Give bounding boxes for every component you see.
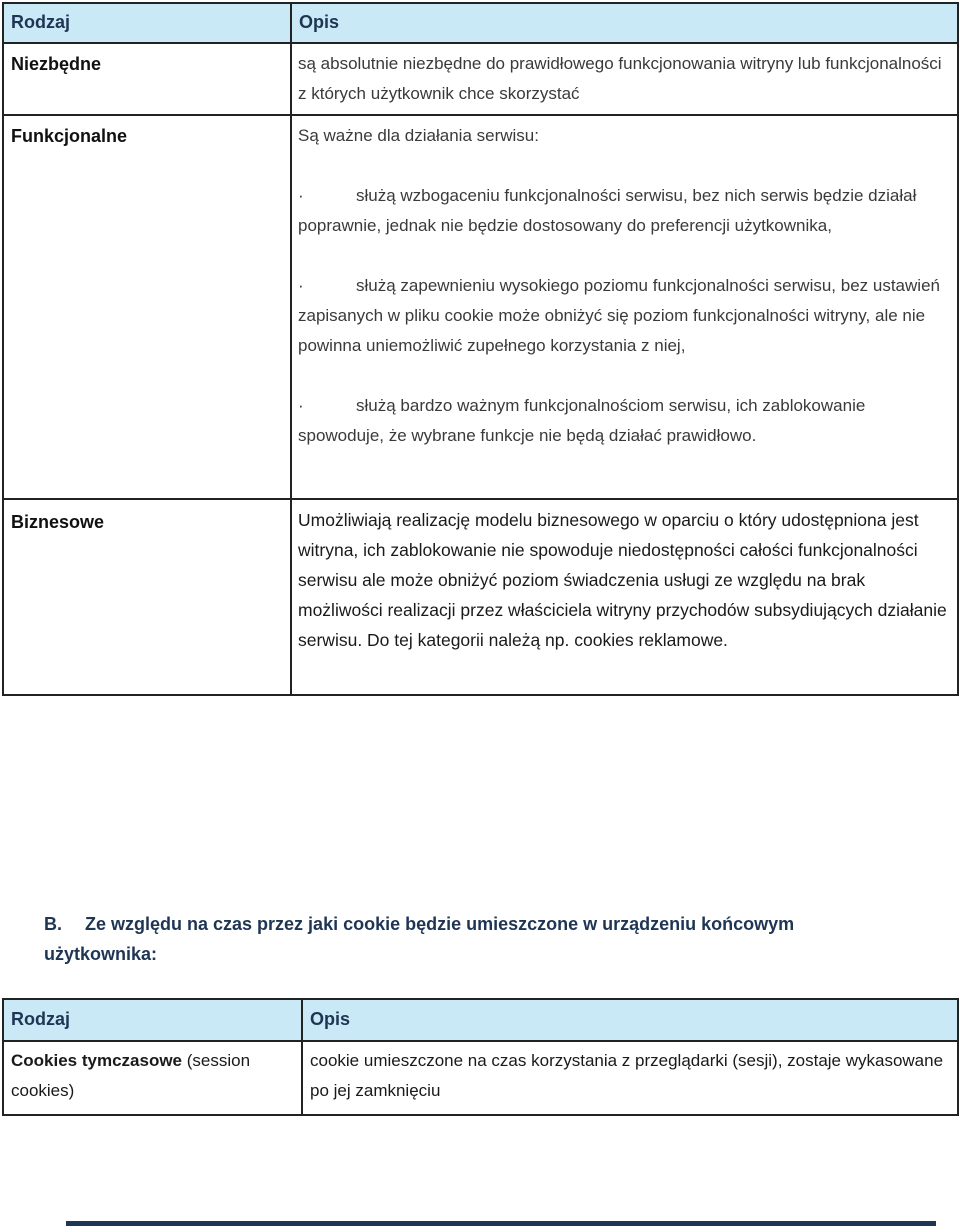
section-letter: B. <box>44 914 62 934</box>
table-row <box>3 115 958 499</box>
row-type-session <box>3 1041 302 1115</box>
row-type-functional: Funkcjonalne <box>3 115 291 499</box>
row-type-session-rest: (session cookies) <box>11 1051 251 1100</box>
bullet-mark: · <box>298 276 304 295</box>
row-description-essential: są absolutnie niezbędne do prawidłowego funkcjonowania witryny lub funkcjonalności z których użytkownik chce skorzystać <box>291 43 958 115</box>
functional-intro: Są ważne dla działania serwisu: <box>298 126 539 145</box>
cookie-purpose-table <box>2 2 959 696</box>
table-header-row <box>3 3 958 43</box>
column-header-type: Rodzaj <box>3 3 291 43</box>
table-row <box>3 43 958 115</box>
column-header-description: Opis <box>291 3 958 43</box>
section-heading-text: Ze względu na czas przez jaki cookie będzie umieszczone w urządzeniu końcowym użytkownika: <box>44 914 795 964</box>
column-header-type: Rodzaj <box>3 999 302 1041</box>
row-type-essential: Niezbędne <box>3 43 291 115</box>
cookie-lifetime-table <box>2 998 959 1116</box>
table-header-row <box>3 999 958 1041</box>
list-item <box>298 181 950 241</box>
list-item <box>298 391 950 451</box>
bullet-text: służą zapewnieniu wysokiego poziomu funkcjonalności serwisu, bez ustawień zapisanych w pliku cookie może obniżyć się poziom funkcjonalności witryny, ale nie powinna uniemożliwić zupełnego korzystania z niej, <box>298 276 940 355</box>
list-item <box>298 271 950 361</box>
section-b-heading <box>44 909 904 969</box>
table-row <box>3 1041 958 1115</box>
bullet-text: służą wzbogaceniu funkcjonalności serwisu, bez nich serwis będzie działał poprawnie, jednak nie będzie dostosowany do preferencji użytkownika, <box>298 186 917 235</box>
table-row <box>3 499 958 695</box>
row-description-session: cookie umieszczone na czas korzystania z przeglądarki (sesji), zostaje wykasowane po jej zamknięciu <box>302 1041 958 1115</box>
bullet-mark: · <box>298 186 304 205</box>
footer-rule <box>66 1221 936 1226</box>
bullet-mark: · <box>298 396 304 415</box>
row-description-functional <box>291 115 958 499</box>
row-description-business: Umożliwiają realizację modelu biznesowego w oparciu o który udostępniona jest witryna, ich zablokowanie nie spowoduje niedostępności całości funkcjonalności serwisu ale może obniżyć poziom świadczenia usługi ze względu na brak możliwości realizacji przez właściciela witryny przychodów subsydiujących działanie serwisu. Do tej kategorii należą np. cookies reklamowe. <box>291 499 958 695</box>
bullet-text: służą bardzo ważnym funkcjonalnościom serwisu, ich zablokowanie spowoduje, że wybrane funkcje nie będą działać prawidłowo. <box>298 396 866 445</box>
row-type-business: Biznesowe <box>3 499 291 695</box>
column-header-description: Opis <box>302 999 958 1041</box>
row-type-session-bold: Cookies tymczasowe <box>11 1051 183 1070</box>
